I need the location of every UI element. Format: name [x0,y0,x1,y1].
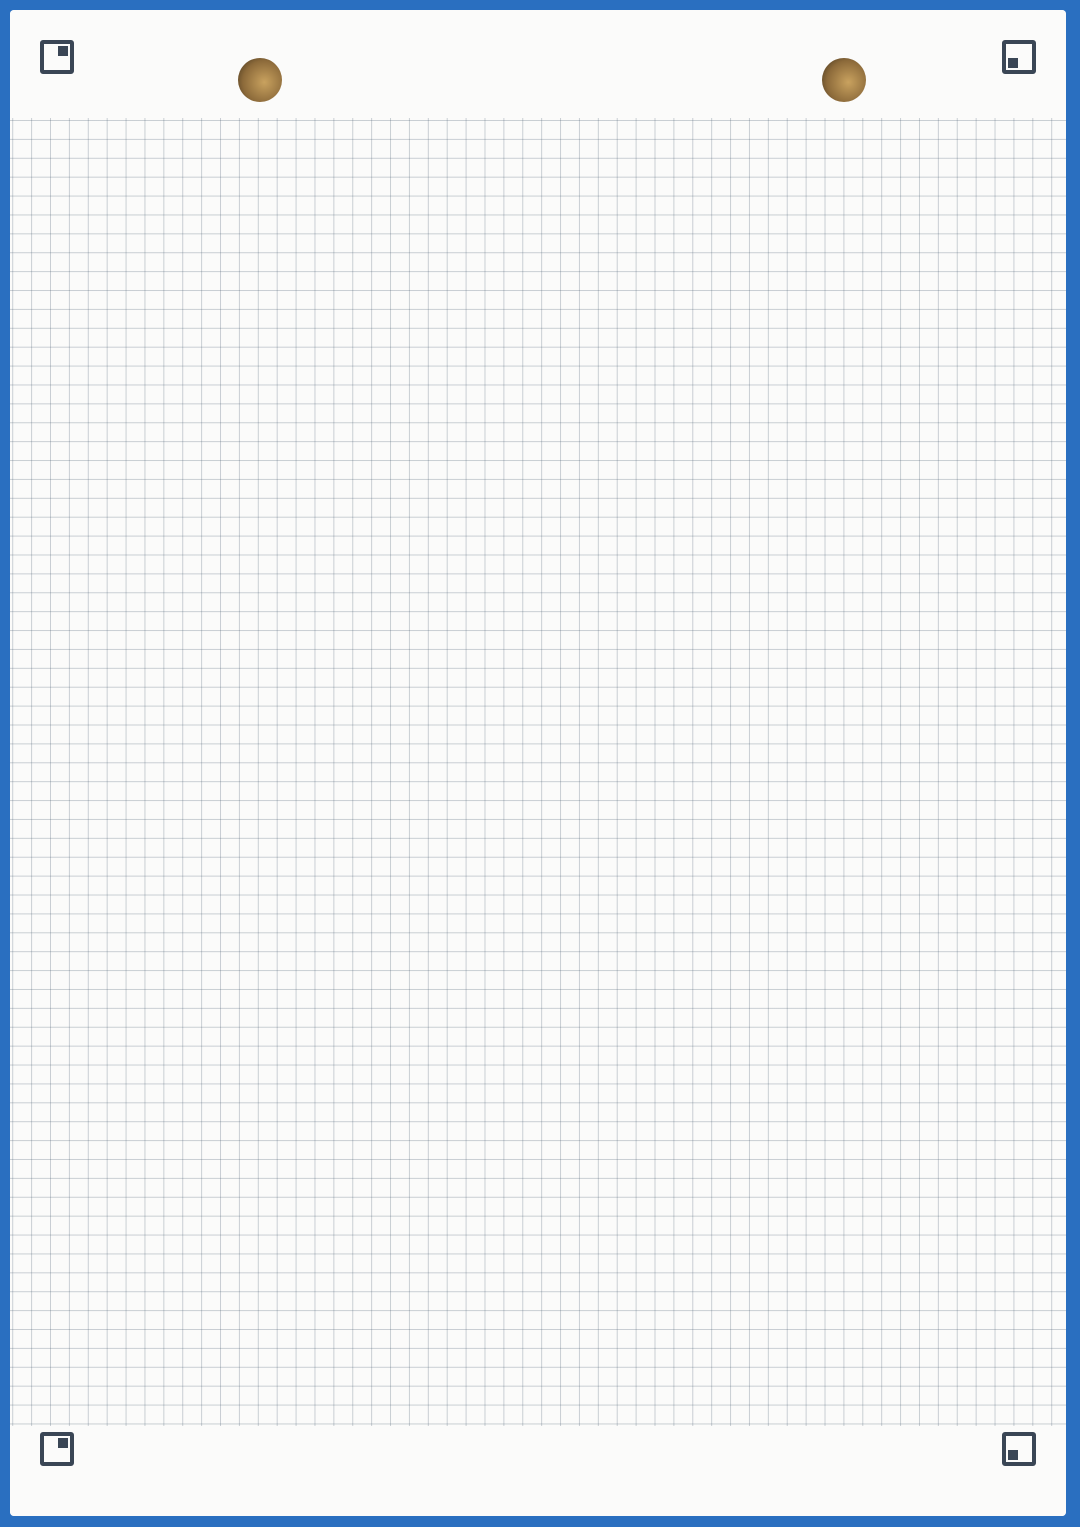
corner-mark-icon [40,1432,74,1466]
page-header-margin [10,10,1066,118]
corner-mark-icon [1002,1432,1036,1466]
notebook-page [10,10,1066,1516]
punch-hole-left [238,58,282,102]
corner-mark-icon [40,40,74,74]
page-footer-margin [10,1426,1066,1516]
corner-mark-icon [1002,40,1036,74]
punch-hole-right [822,58,866,102]
